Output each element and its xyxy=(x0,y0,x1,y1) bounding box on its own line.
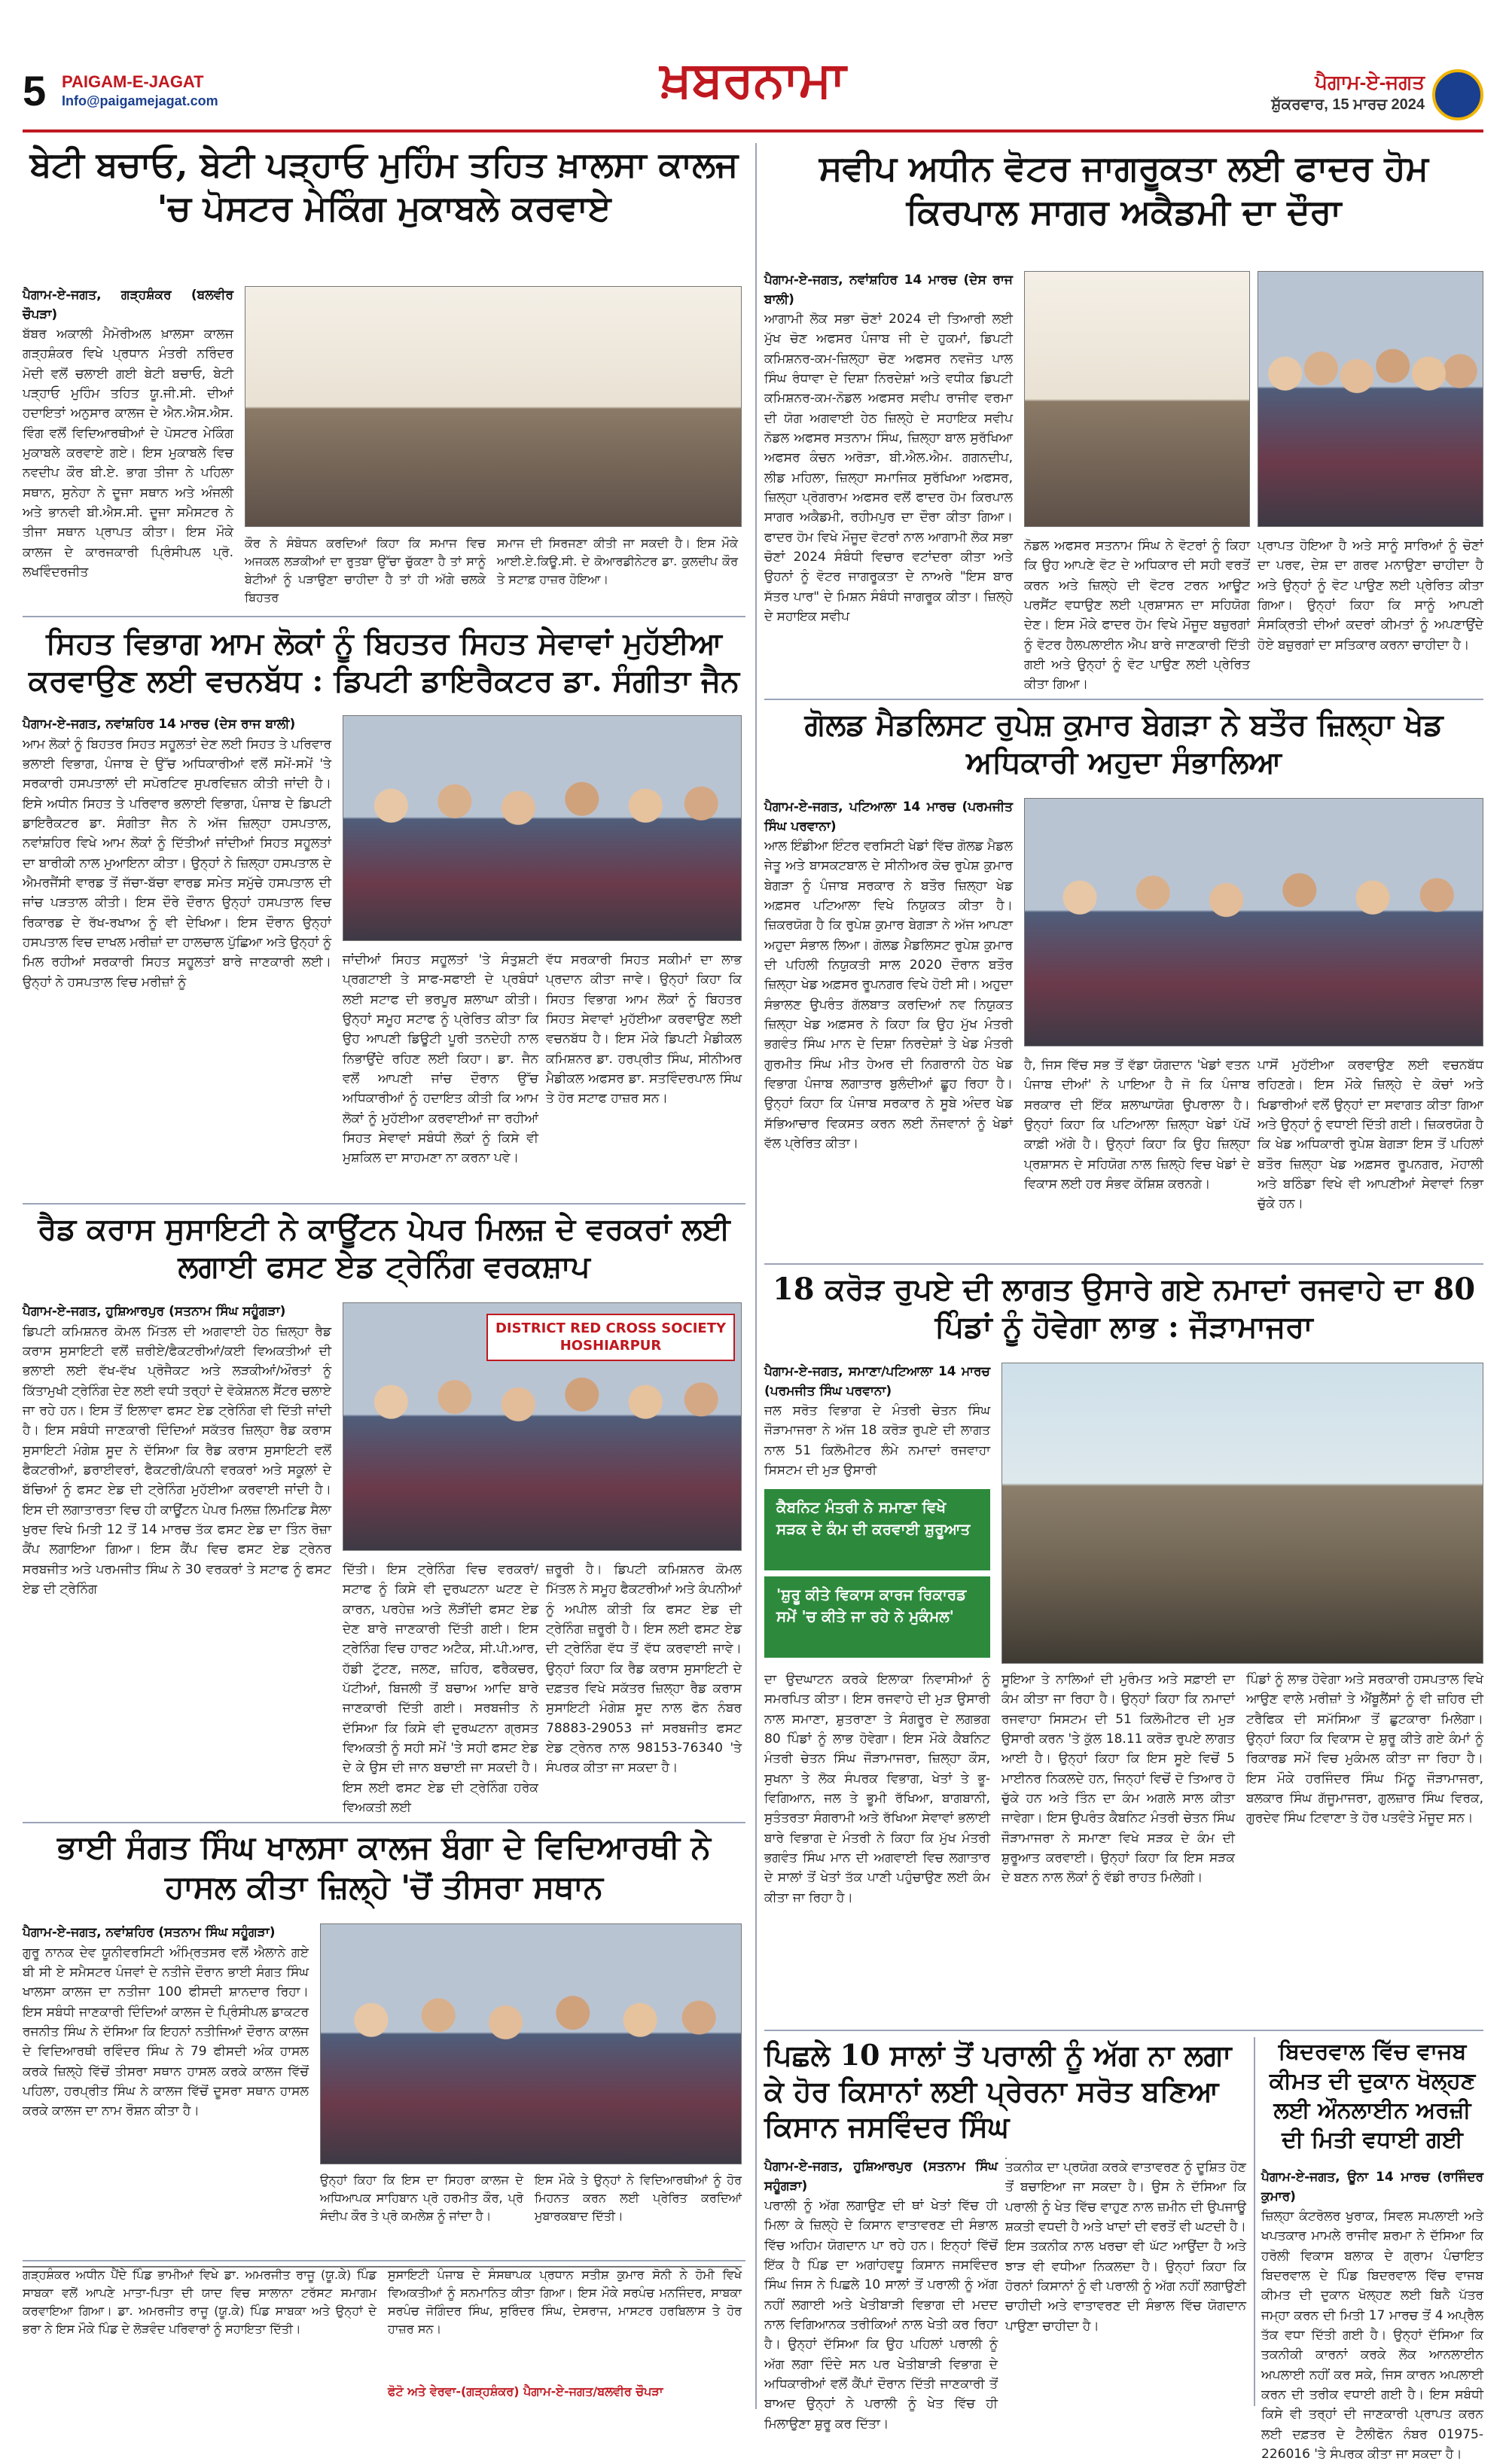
highlight-quote: 'ਸ਼ੁਰੂ ਕੀਤੇ ਵਿਕਾਸ ਕਾਰਜ ਰਿਕਾਰਡ ਸਮੇਂ 'ਚ ਕੀਤੇ ਜਾ ਰਹੇ ਨੇ ਮੁਕੰਮਲ' xyxy=(764,1576,990,1658)
byline: ਪੈਗਾਮ-ਏ-ਜਗਤ, ਨਵਾਂਸ਼ਹਿਰ (ਸਤਨਾਮ ਸਿੰਘ ਸਹੂੰਗੜਾ) xyxy=(23,1925,276,1940)
photo-caption: ਸੁਸਾਇਟੀ ਪੰਜਾਬ ਦੇ ਸੰਸਥਾਪਕ ਪ੍ਰਧਾਨ ਸਤੀਸ਼ ਕੁਮਾਰ ਸੋਨੀ ਨੇ ਹੋਮੀ ਵਿਖੇ ਵਿਅਕਤੀਆਂ ਨੂੰ ਸਨਮਾਨਿਤ ਕੀਤਾ ਗਿਆ। ਇਸ ਮੌਕੇ ਸਰਪੰਚ ਮਨਜਿੰਦਰ, ਸਾਬਕਾ ਸਰਪੰਚ ਜੋਗਿੰਦਰ ਸਿੰਘ, ਸੁਰਿੰਦਰ ਸਿੰਘ, ਦੇਸਰਾਜ, ਮਾਸਟਰ ਹਰਬਿਲਾਸ ਤੇ ਹੋਰ ਹਾਜ਼ਰ ਸਨ। xyxy=(388,2268,742,2336)
issue-date: ਸ਼ੁੱਕਰਵਾਰ, 15 ਮਾਰਚ 2024 xyxy=(1271,96,1425,113)
article-body-2: ਦਾ ਉਦਘਾਟਨ ਕਰਕੇ ਇਲਾਕਾ ਨਿਵਾਸੀਆਂ ਨੂੰ ਸਮਰਪਿਤ ਕੀਤਾ। ਇਸ ਰਜਵਾਹੇ ਦੀ ਮੁੜ ਉਸਾਰੀ ਨਾਲ ਸਮਾਣਾ, ਸ਼ੁਤਰਾਣਾ ਤੇ ਸੰਗਰੂਰ ਦੇ ਲਗਭਗ 80 ਪਿੰਡਾਂ ਨੂੰ ਲਾਭ ਹੋਵੇਗਾ। ਇਸ ਮੌਕੇ ਕੈਬਨਿਟ ਮੰਤਰੀ ਚੇਤਨ ਸਿੰਘ ਜੌੜਾਮਾਜਰਾ, ਜ਼ਿਲ੍ਹਾ ਕੌਸ, ਸੁਖਨਾ ਤੇ ਲੋਕ ਸੰਪਰਕ ਵਿਭਾਗ, ਖੇਤਾਂ ਤੇ ਭੂ-ਵਿਗਿਆਨ, ਜਲ ਤੇ ਭੂਮੀ ਰੱਖਿਆ, ਬਾਗਬਾਨੀ, ਸੁਤੰਤਰਤਾ ਸੰਗਰਾਮੀ ਅਤੇ ਰੱਖਿਆ ਸੇਵਾਵਾਂ ਭਲਾਈ ਬਾਰੇ ਵਿਭਾਗ ਦੇ ਮੰਤਰੀ ਨੇ ਕਿਹਾ ਕਿ ਮੁੱਖ ਮੰਤਰੀ ਭਗਵੰਤ ਸਿੰਘ ਮਾਨ ਦੀ ਅਗਵਾਈ ਵਿਚ ਲਗਾਤਾਰ ਦੇ ਸਾਲਾਂ ਤੋਂ ਖੇਤਾਂ ਤੱਕ ਪਾਣੀ ਪਹੁੰਚਾਉਣ ਲਈ ਕੰਮ ਕੀਤਾ ਜਾ ਰਿਹਾ ਹੈ। xyxy=(764,1672,990,1905)
banner-sign: DISTRICT RED CROSS SOCIETY HOSHIARPUR xyxy=(486,1314,735,1361)
byline: ਪੈਗਾਮ-ਏ-ਜਗਤ, ਹੁਸ਼ਿਆਰਪੁਰ (ਸਤਨਾਮ ਸਿੰਘ ਸਹੂੰਗੜਾ) xyxy=(764,2159,998,2194)
headline: ਗੋਲਡ ਮੈਡਲਿਸਟ ਰੁਪੇਸ਼ ਕੁਮਾਰ ਬੇਗੜਾ ਨੇ ਬਤੌਰ ਜ਼ਿਲ੍ਹਾ ਖੇਡ ਅਧਿਕਾਰੀ ਅਹੁਦਾ ਸੰਭਾਲਿਆ xyxy=(804,707,1444,780)
byline: ਪੈਗਾਮ-ਏ-ਜਗਤ, ਨਵਾਂਸ਼ਹਿਰ 14 ਮਾਰਚ (ਦੇਸ ਰਾਜ ਬਾਲੀ) xyxy=(764,273,1013,307)
article-body-col2: ਹੈ, ਜਿਸ ਵਿੱਚ ਸਭ ਤੋਂ ਵੱਡਾ ਯੋਗਦਾਨ 'ਖੇਡਾਂ ਵਤਨ ਪੰਜਾਬ ਦੀਆਂ' ਨੇ ਪਾਇਆ ਹੈ ਜੋ ਕਿ ਪੰਜਾਬ ਸਰਕਾਰ ਦੀ ਇੱਕ ਸ਼ਲਾਘਾਯੋਗ ਉਪਰਾਲਾ ਹੈ। ਉਨ੍ਹਾਂ ਕਿਹਾ ਕਿ ਪਟਿਆਲਾ ਜ਼ਿਲ੍ਹਾ ਖੇਡਾਂ ਪੱਖੋਂ ਕਾਫ਼ੀ ਅੱਗੇ ਹੈ। ਉਨ੍ਹਾਂ ਕਿਹਾ ਕਿ ਉਹ ਜ਼ਿਲ੍ਹਾ ਪ੍ਰਸ਼ਾਸਨ ਦੇ ਸਹਿਯੋਗ ਨਾਲ ਜ਼ਿਲ੍ਹੇ ਵਿਚ ਖੇਡਾਂ ਦੇ ਵਿਕਾਸ ਲਈ ਹਰ ਸੰਭਵ ਕੋਸ਼ਿਸ਼ ਕਰਨਗੇ। xyxy=(1024,1058,1250,1192)
body-text: ਪਰਾਲੀ ਨੂੰ ਅੱਗ ਲਗਾਉਣ ਦੀ ਥਾਂ ਖੇਤਾਂ ਵਿੱਚ ਹੀ ਮਿਲਾ ਕੇ ਜ਼ਿਲ੍ਹੇ ਦੇ ਕਿਸਾਨ ਵਾਤਾਵਰਣ ਦੀ ਸੰਭਾਲ ਵਿੱਚ ਅਹਿਮ ਯੋਗਦਾਨ ਪਾ ਰਹੇ ਹਨ। ਇਨ੍ਹਾਂ ਵਿੱਚੋਂ ਇੱਕ ਹੈ ਪਿੰਡ ਦਾ ਅਗਾਂਹਵਧੂ ਕਿਸਾਨ ਜਸਵਿੰਦਰ ਸਿੰਘ ਜਿਸ ਨੇ ਪਿਛਲੇ 10 ਸਾਲਾਂ ਤੋਂ ਪਰਾਲੀ ਨੂੰ ਅੱਗ ਨਹੀਂ ਲਗਾਈ ਅਤੇ ਖੇਤੀਬਾੜੀ ਵਿਭਾਗ ਦੀ ਮਦਦ ਨਾਲ ਵਿਗਿਆਨਕ ਤਰੀਕਿਆਂ ਨਾਲ ਖੇਤੀ ਕਰ ਰਿਹਾ ਹੈ। ਉਨ੍ਹਾਂ ਦੱਸਿਆ ਕਿ ਉਹ ਪਹਿਲਾਂ ਪਰਾਲੀ ਨੂੰ ਅੱਗ ਲਗਾ ਦਿੰਦੇ ਸਨ ਪਰ ਖੇਤੀਬਾੜੀ ਵਿਭਾਗ ਦੇ ਅਧਿਕਾਰੀਆਂ ਵਲੋਂ ਕੈਂਪਾਂ ਦੌਰਾਨ ਦਿੱਤੀ ਜਾਣਕਾਰੀ ਤੋਂ ਬਾਅਦ ਉਨ੍ਹਾਂ ਨੇ ਪਰਾਲੀ ਨੂੰ ਖੇਤ ਵਿੱਚ ਹੀ ਮਿਲਾਉਣਾ ਸ਼ੁਰੂ ਕਰ ਦਿੱਤਾ। xyxy=(764,2198,998,2432)
headline: ਸਿਹਤ ਵਿਭਾਗ ਆਮ ਲੋਕਾਂ ਨੂੰ ਬਿਹਤਰ ਸਿਹਤ ਸੇਵਾਵਾਂ ਮੁਹੱਈਆ ਕਰਵਾਉਣ ਲਈ ਵਚਨਬੱਧ : ਡਿਪਟੀ ਡਾਇਰੈਕਟਰ ਡਾ. ਸੰਗੀਤਾ ਜੈਨ xyxy=(28,626,740,699)
article-body xyxy=(1261,2168,1483,2462)
article-body-col3: ਪਾਸੋਂ ਮੁਹੱਈਆ ਕਰਵਾਉਣ ਲਈ ਵਚਨਬੱਧ ਰਹਿਣਗੇ। ਇਸ ਮੌਕੇ ਜ਼ਿਲ੍ਹੇ ਦੇ ਕੋਚਾਂ ਅਤੇ ਖਿਡਾਰੀਆਂ ਵਲੋਂ ਉਨ੍ਹਾਂ ਦਾ ਸਵਾਗਤ ਕੀਤਾ ਗਿਆ ਅਤੇ ਉਨ੍ਹਾਂ ਨੂੰ ਵਧਾਈ ਦਿੱਤੀ ਗਈ। ਜ਼ਿਕਰਯੋਗ ਹੈ ਕਿ ਖੇਡ ਅਧਿਕਾਰੀ ਰੁਪੇਸ਼ ਬੇਗੜਾ ਇਸ ਤੋਂ ਪਹਿਲਾਂ ਬਤੌਰ ਜ਼ਿਲ੍ਹਾ ਖੇਡ ਅਫ਼ਸਰ ਰੂਪਨਗਰ, ਮੋਹਾਲੀ ਅਤੇ ਬਠਿੰਡਾ ਵਿਖੇ ਵੀ ਆਪਣੀਆਂ ਸੇਵਾਵਾਂ ਨਿਭਾ ਚੁੱਕੇ ਹਨ। xyxy=(1258,1058,1483,1212)
body-text: ਗੁਰੂ ਨਾਨਕ ਦੇਵ ਯੂਨੀਵਰਸਿਟੀ ਅੰਮ੍ਰਿਤਸਰ ਵਲੋਂ ਐਲਾਨੇ ਗਏ ਬੀ ਸੀ ਏ ਸਮੈਸਟਰ ਪੰਜਵਾਂ ਦੇ ਨਤੀਜੇ ਦੌਰਾਨ ਭਾਈ ਸੰਗਤ ਸਿੰਘ ਖਾਲਸਾ ਕਾਲਜ ਦਾ ਨਤੀਜਾ 100 ਫੀਸਦੀ ਸ਼ਾਨਦਾਰ ਰਿਹਾ। ਇਸ ਸਬੰਧੀ ਜਾਣਕਾਰੀ ਦਿੰਦਿਆਂ ਕਾਲਜ ਦੇ ਪ੍ਰਿੰਸੀਪਲ ਡਾਕਟਰ ਰਜਨੀਤ ਸਿੰਘ ਨੇ ਦੱਸਿਆ ਕਿ ਇਹਨਾਂ ਨਤੀਜਿਆਂ ਦੌਰਾਨ ਕਾਲਜ ਦੇ ਵਿਦਿਆਰਥੀ ਰਵਿੰਦਰ ਸਿੰਘ ਨੇ 79 ਫੀਸਦੀ ਅੰਕ ਹਾਸਲ ਕਰਕੇ ਜ਼ਿਲ੍ਹੇ ਵਿੱਚੋਂ ਤੀਸਰਾ ਸਥਾਨ ਹਾਸਲ ਕਰਕੇ ਕਾਲਜ ਵਿੱਚੋਂ ਪਹਿਲਾ, ਹਰਪ੍ਰੀਤ ਸਿੰਘ ਨੇ ਕਾਲਜ ਵਿੱਚੋਂ ਦੂਸਰਾ ਸਥਾਨ ਹਾਸਲ ਕਰਕੇ ਕਾਲਜ ਦਾ ਨਾਮ ਰੌਸ਼ਨ ਕੀਤਾ ਹੈ। xyxy=(23,1945,309,2119)
article-body xyxy=(764,798,1013,1257)
photo-credit: ਫੋਟੋ ਅਤੇ ਵੇਰਵਾ-(ਗੜ੍ਹਸ਼ੰਕਰ) ਪੈਗਾਮ-ਏ-ਜਗਤ/ਬਲਵੀਰ ਚੌਪੜਾ xyxy=(388,2384,663,2399)
column-divider xyxy=(1254,2037,1255,2406)
body-text: ਜਲ ਸਰੋਤ ਵਿਭਾਗ ਦੇ ਮੰਤਰੀ ਚੇਤਨ ਸਿੰਘ ਜੌੜਾਮਾਜਰਾ ਨੇ ਅੱਜ 18 ਕਰੋੜ ਰੁਪਏ ਦੀ ਲਾਗਤ ਨਾਲ 51 ਕਿਲੋਮੀਟਰ ਲੰਮੇ ਨਮਾਦਾਂ ਰਜਵਾਹਾ ਸਿਸਟਮ ਦੀ ਮੁੜ ਉਸਾਰੀ xyxy=(764,1403,990,1479)
divider xyxy=(23,2260,745,2261)
body-text: ਆਮ ਲੋਕਾਂ ਨੂੰ ਬਿਹਤਰ ਸਿਹਤ ਸਹੂਲਤਾਂ ਦੇਣ ਲਈ ਸਿਹਤ ਤੇ ਪਰਿਵਾਰ ਭਲਾਈ ਵਿਭਾਗ, ਪੰਜਾਬ ਦੇ ਉੱਚ ਅਧਿਕਾਰੀਆਂ ਵਲੋਂ ਸਮੇਂ-ਸਮੇਂ 'ਤੇ ਸਰਕਾਰੀ ਹਸਪਤਾਲਾਂ ਦੀ ਸਪੋਰਟਿਵ ਸੁਪਰਵਿਜ਼ਨ ਕੀਤੀ ਜਾਂਦੀ ਹੈ। ਇਸੇ ਅਧੀਨ ਸਿਹਤ ਤੇ ਪਰਿਵਾਰ ਭਲਾਈ ਵਿਭਾਗ, ਪੰਜਾਬ ਦੇ ਡਿਪਟੀ ਡਾਇਰੈਕਟਰ ਡਾ. ਸੰਗੀਤਾ ਜੈਨ ਨੇ ਅੱਜ ਜ਼ਿਲ੍ਹਾ ਹਸਪਤਾਲ, ਨਵਾਂਸ਼ਹਿਰ ਵਿਖੇ ਆਮ ਲੋਕਾਂ ਨੂੰ ਦਿੱਤੀਆਂ ਜਾਂਦੀਆਂ ਸਿਹਤ ਸਹੂਲਤਾਂ ਦਾ ਬਾਰੀਕੀ ਨਾਲ ਮੁਆਇਨਾ ਕੀਤਾ। ਉਨ੍ਹਾਂ ਨੇ ਜ਼ਿਲ੍ਹਾ ਹਸਪਤਾਲ ਦੇ ਐਮਰਜੈਂਸੀ ਵਾਰਡ ਤੋਂ ਜੱਚਾ-ਬੱਚਾ ਵਾਰਡ ਸਮੇਤ ਸਮੁੱਚੇ ਹਸਪਤਾਲ ਦੀ ਜਾਂਚ ਪੜਤਾਲ ਕੀਤੀ। ਇਸ ਦੌਰੇ ਦੌਰਾਨ ਉਨ੍ਹਾਂ ਹਸਪਤਾਲ ਵਿਚ ਰਿਕਾਰਡ ਦੇ ਰੱਖ-ਰਖਾਅ ਨੂੰ ਵੀ ਦੇਖਿਆ। ਇਸ ਦੌਰਾਨ ਉਨ੍ਹਾਂ ਹਸਪਤਾਲ ਵਿਚ ਦਾਖਲ ਮਰੀਜ਼ਾਂ ਦਾ ਹਾਲਚਾਲ ਪੁੱਛਿਆ ਅਤੇ ਉਨ੍ਹਾਂ ਨੂੰ ਮਿਲ ਰਹੀਆਂ ਸਰਕਾਰੀ ਸਿਹਤ ਸਹੂਲਤਾਂ ਬਾਰੇ ਜਾਣਕਾਰੀ ਲਈ। ਉਨ੍ਹਾਂ ਨੇ ਹਸਪਤਾਲ ਵਿਚ ਮਰੀਜ਼ਾਂ ਨੂੰ xyxy=(23,736,331,990)
byline: ਪੈਗਾਮ-ਏ-ਜਗਤ, ਨਵਾਂਸ਼ਹਿਰ 14 ਮਾਰਚ (ਦੇਸ ਰਾਜ ਬਾਲੀ) xyxy=(23,717,296,732)
newspaper-logo-icon xyxy=(1432,69,1483,120)
article-body-col2: ਨੋਡਲ ਅਫਸਰ ਸਤਨਾਮ ਸਿੰਘ ਨੇ ਵੋਟਰਾਂ ਨੂੰ ਕਿਹਾ ਕਿ ਉਹ ਆਪਣੇ ਵੋਟ ਦੇ ਅਧਿਕਾਰ ਦੀ ਸਹੀ ਵਰਤੋਂ ਕਰਨ ਅਤੇ ਜ਼ਿਲ੍ਹੇ ਦੀ ਵੋਟਰ ਟਰਨ ਆਊਟ ਪਰਸੈਂਟ ਵਧਾਉਣ ਲਈ ਪ੍ਰਸ਼ਾਸਨ ਦਾ ਸਹਿਯੋਗ ਦੇਣ। ਇਸ ਮੌਕੇ ਫਾਦਰ ਹੋਮ ਵਿਖੇ ਮੌਜੂਦ ਬਜ਼ੁਰਗਾਂ ਨੂੰ ਵੋਟਰ ਹੈਲਪਲਾਈਨ ਐਪ ਬਾਰੇ ਜਾਣਕਾਰੀ ਦਿੱਤੀ ਗਈ ਅਤੇ ਉਨ੍ਹਾਂ ਨੂੰ ਵੋਟ ਪਾਉਣ ਲਈ ਪ੍ਰੇਰਿਤ ਕੀਤਾ ਗਿਆ। xyxy=(1024,538,1250,693)
divider xyxy=(764,1263,1483,1265)
photo-caption: ਕੌਰ ਨੇ ਸੰਬੋਧਨ ਕਰਦਿਆਂ ਕਿਹਾ ਕਿ ਸਮਾਜ ਵਿਚ ਅਜਕਲ ਲੜਕੀਆਂ ਦਾ ਰੁਤਬਾ ਉੱਚਾ ਚੁੱਕਣਾ ਹੈ ਤਾਂ ਸਾਨੂੰ ਬੇਟੀਆਂ ਨੂੰ ਪੜਾਉਣਾ ਚਾਹੀਦਾ ਹੈ ਤਾਂ ਹੀ ਅੱਗੇ ਚਲਕੇ ਬਿਹਤਰ xyxy=(245,536,486,605)
poster-making-photo xyxy=(245,286,742,527)
byline: ਪੈਗਾਮ-ਏ-ਜਗਤ, ਪਟਿਆਲਾ 14 ਮਾਰਚ (ਪਰਮਜੀਤ ਸਿੰਘ ਪਰਵਾਨਾ) xyxy=(764,800,1013,834)
article-body-col2: ਦਿੱਤੀ। ਇਸ ਟ੍ਰੇਨਿੰਗ ਵਿਚ ਵਰਕਰਾਂ/ਸਟਾਫ ਨੂੰ ਕਿਸੇ ਵੀ ਦੁਰਘਟਨਾ ਘਟਣ ਦੇ ਕਾਰਨ, ਪਰਹੇਜ਼ ਅਤੇ ਲੋੜੀਂਦੀ ਫਸਟ ਏਡ ਦੇਣ ਬਾਰੇ ਜਾਣਕਾਰੀ ਦਿੱਤੀ ਗਈ। ਇਸ ਟ੍ਰੇਨਿੰਗ ਵਿਚ ਹਾਰਟ ਅਟੈਕ, ਸੀ.ਪੀ.ਆਰ, ਹੱਡੀ ਟੁੱਟਣ, ਜਲਣ, ਜ਼ਹਿਰ, ਫਰੈਕਚਰ, ਪੱਟੀਆਂ, ਬਿਜਲੀ ਤੋਂ ਬਚਾਅ ਆਦਿ ਬਾਰੇ ਜਾਣਕਾਰੀ ਦਿੱਤੀ ਗਈ। ਸਰਬਜੀਤ ਨੇ ਦੱਸਿਆ ਕਿ ਕਿਸੇ ਵੀ ਦੁਰਘਟਨਾ ਗ੍ਰਸਤ ਵਿਅਕਤੀ ਨੂੰ ਸਹੀ ਸਮੇਂ 'ਤੇ ਸਹੀ ਫਸਟ ਏਡ ਦੇ ਕੇ ਉਸ ਦੀ ਜਾਨ ਬਚਾਈ ਜਾ ਸਕਦੀ ਹੈ। ਇਸ ਲਈ ਫਸਟ ਏਡ ਦੀ ਟ੍ਰੇਨਿੰਗ ਹਰੇਕ ਵਿਅਕਤੀ ਲਈ xyxy=(343,1562,538,1816)
article-body xyxy=(764,271,1013,693)
email-link[interactable]: Info@paigamejagat.com xyxy=(62,93,218,108)
divider xyxy=(764,2030,1483,2031)
body-text: ਬੱਬਰ ਅਕਾਲੀ ਮੈਮੋਰੀਅਲ ਖ਼ਾਲਸਾ ਕਾਲਜ ਗੜ੍ਹਸ਼ੰਕਰ ਵਿਖੇ ਪ੍ਰਧਾਨ ਮੰਤਰੀ ਨਰਿੰਦਰ ਮੋਦੀ ਵਲੋਂ ਚਲਾਈ ਗਈ ਬੇਟੀ ਬਚਾਓ, ਬੇਟੀ ਪੜ੍ਹਾਓ ਮੁਹਿੰਮ ਤਹਿਤ ਯੂ.ਜੀ.ਸੀ. ਦੀਆਂ ਹਦਾਇਤਾਂ ਅਨੁਸਾਰ ਕਾਲਜ ਦੇ ਐਨ.ਐਸ.ਐਸ. ਵਿੰਗ ਵਲੋਂ ਵਿਦਿਆਰਥੀਆਂ ਦੇ ਪੋਸਟਰ ਮੇਕਿੰਗ ਮੁਕਾਬਲੇ ਕਰਵਾਏ ਗਏ। ਇਸ ਮੁਕਾਬਲੇ ਵਿਚ ਨਵਦੀਪ ਕੌਰ ਬੀ.ਏ. ਭਾਗ ਤੀਜਾ ਨੇ ਪਹਿਲਾ ਸਥਾਨ, ਸੁਨੇਹਾ ਨੇ ਦੂਜਾ ਸਥਾਨ ਅਤੇ ਅੰਜਲੀ ਅਤੇ ਭਾਨਵੀ ਬੀ.ਐਸ.ਸੀ. ਦੂਜਾ ਸਮੈਸਟਰ ਨੇ ਤੀਜਾ ਸਥਾਨ ਪ੍ਰਾਪਤ ਕੀਤਾ। ਇਸ ਮੌਕੇ ਕਾਲਜ ਦੇ ਕਾਰਜਕਾਰੀ ਪ੍ਰਿੰਸੀਪਲ ਪ੍ਰੋ. ਲਖਵਿੰਦਰਜੀਤ xyxy=(23,327,233,580)
article-body xyxy=(23,715,331,1197)
father-home-visit-photo xyxy=(1024,271,1250,527)
brand-name-left: PAIGAM-E-JAGAT xyxy=(62,72,204,91)
headline: ਭਾਈ ਸੰਗਤ ਸਿੰਘ ਖਾਲਸਾ ਕਾਲਜ ਬੰਗਾ ਦੇ ਵਿਦਿਆਰਥੀ ਨੇ ਹਾਸਲ ਕੀਤਾ ਜ਼ਿਲ੍ਹੇ 'ਚੋਂ ਤੀਸਰਾ ਸਥਾਨ xyxy=(57,1829,711,1905)
divider xyxy=(23,1822,745,1823)
headline: ਬਿਦਰਵਾਲ ਵਿੱਚ ਵਾਜਬ ਕੀਮਤ ਦੀ ਦੁਕਾਨ ਖੋਲ੍ਹਣ ਲਈ ਔਨਲਾਈਨ ਅਰਜ਼ੀ ਦੀ ਮਿਤੀ ਵਧਾਈ ਗਈ xyxy=(1269,2039,1476,2153)
headline: ਸਵੀਪ ਅਧੀਨ ਵੋਟਰ ਜਾਗਰੂਕਤਾ ਲਈ ਫਾਦਰ ਹੋਮ ਕਿਰਪਾਲ ਸਾਗਰ ਅਕੈਡਮੀ ਦਾ ਦੌਰਾ xyxy=(819,148,1429,232)
column-divider xyxy=(755,143,757,2409)
body-text: ਆਲ ਇੰਡੀਆ ਇੰਟਰ ਵਰਸਿਟੀ ਖੇਡਾਂ ਵਿੱਚ ਗੋਲਡ ਮੈਡਲ ਜੇਤੂ ਅਤੇ ਬਾਸਕਟਬਾਲ ਦੇ ਸੀਨੀਅਰ ਕੋਚ ਰੁਪੇਸ਼ ਕੁਮਾਰ ਬੇਗੜਾ ਨੂੰ ਪੰਜਾਬ ਸਰਕਾਰ ਨੇ ਬਤੌਰ ਜ਼ਿਲ੍ਹਾ ਖੇਡ ਅਫ਼ਸਰ ਪਟਿਆਲਾ ਵਿਖੇ ਨਿਯੁਕਤ ਕੀਤਾ ਹੈ। ਜ਼ਿਕਰਯੋਗ ਹੈ ਕਿ ਰੁਪੇਸ਼ ਕੁਮਾਰ ਬੇਗੜਾ ਨੇ ਅੱਜ ਆਪਣਾ ਅਹੁਦਾ ਸੰਭਾਲ ਲਿਆ। ਗੋਲਡ ਮੈਡਲਿਸਟ ਰੁਪੇਸ਼ ਕੁਮਾਰ ਦੀ ਪਹਿਲੀ ਨਿਯੁਕਤੀ ਸਾਲ 2020 ਦੌਰਾਨ ਬਤੌਰ ਜ਼ਿਲ੍ਹਾ ਖੇਡ ਅਫ਼ਸਰ ਰੂਪਨਗਰ ਵਿਖੇ ਹੋਈ ਸੀ। ਅਹੁਦਾ ਸੰਭਾਲਣ ਉਪਰੰਤ ਗੱਲਬਾਤ ਕਰਦਿਆਂ ਨਵ ਨਿਯੁਕਤ ਜ਼ਿਲ੍ਹਾ ਖੇਡ ਅਫ਼ਸਰ ਨੇ ਕਿਹਾ ਕਿ ਉਹ ਮੁੱਖ ਮੰਤਰੀ ਭਗਵੰਤ ਸਿੰਘ ਮਾਨ ਦੇ ਦਿਸ਼ਾ ਨਿਰਦੇਸ਼ਾਂ ਤੇ ਖੇਡ ਮੰਤਰੀ ਗੁਰਮੀਤ ਸਿੰਘ ਮੀਤ ਹੇਅਰ ਦੀ ਨਿਗਰਾਨੀ ਹੇਠ ਖੇਡ ਵਿਭਾਗ ਪੰਜਾਬ ਲਗਾਤਾਰ ਬੁਲੰਦੀਆਂ ਛੂਹ ਰਿਹਾ ਹੈ। ਉਨ੍ਹਾਂ ਕਿਹਾ ਕਿ ਪੰਜਾਬ ਸਰਕਾਰ ਨੇ ਸੂਬੇ ਅੰਦਰ ਖੇਡ ਸੱਭਿਆਚਾਰ ਵਿਕਸਤ ਕਰਨ ਲਈ ਨੌਜਵਾਨਾਂ ਨੂੰ ਖੇਡਾਂ ਵੱਲ ਪ੍ਰੇਰਿਤ ਕੀਤਾ। xyxy=(764,839,1013,1152)
officer-welcome-photo xyxy=(1024,798,1483,1046)
byline: ਪੈਗਾਮ-ਏ-ਜਗਤ, ਸਮਾਣਾ/ਪਟਿਆਲਾ 14 ਮਾਰਚ (ਪਰਮਜੀਤ ਸਿੰਘ ਪਰਵਾਨਾ) xyxy=(764,1364,990,1399)
article-body-col2: ਸੂਇਆ ਤੇ ਨਾਲਿਆਂ ਦੀ ਮੁਰੰਮਤ ਅਤੇ ਸਫ਼ਾਈ ਦਾ ਕੰਮ ਕੀਤਾ ਜਾ ਰਿਹਾ ਹੈ। ਉਨ੍ਹਾਂ ਕਿਹਾ ਕਿ ਨਮਾਦਾਂ ਰਜਵਾਹਾ ਸਿਸਟਮ ਦੀ 51 ਕਿਲੋਮੀਟਰ ਦੀ ਮੁੜ ਉਸਾਰੀ ਕਰਨ 'ਤੇ ਕੁੱਲ 18.11 ਕਰੋੜ ਰੁਪਏ ਲਾਗਤ ਆਈ ਹੈ। ਉਨ੍ਹਾਂ ਕਿਹਾ ਕਿ ਇਸ ਸੂਏ ਵਿਚੋਂ 5 ਮਾਈਨਰ ਨਿਕਲਦੇ ਹਨ, ਜਿਨ੍ਹਾਂ ਵਿਚੋਂ ਦੋ ਤਿਆਰ ਹੋ ਚੁੱਕੇ ਹਨ ਅਤੇ ਤਿੰਨ ਦਾ ਕੰਮ ਅਗਲੇ ਸਾਲ ਕੀਤਾ ਜਾਵੇਗਾ। ਇਸ ਉਪਰੰਤ ਕੈਬਨਿਟ ਮੰਤਰੀ ਚੇਤਨ ਸਿੰਘ ਜੌੜਾਮਾਜਰਾ ਨੇ ਸਮਾਣਾ ਵਿਖੇ ਸੜਕ ਦੇ ਕੰਮ ਦੀ ਸ਼ੁਰੂਆਤ ਕਰਵਾਈ। ਉਨ੍ਹਾਂ ਕਿਹਾ ਕਿ ਇਸ ਸੜਕ ਦੇ ਬਣਨ ਨਾਲ ਲੋਕਾਂ ਨੂੰ ਵੱਡੀ ਰਾਹਤ ਮਿਲੇਗੀ। xyxy=(1001,1672,1235,1886)
photo-caption: ਉਨ੍ਹਾਂ ਕਿਹਾ ਕਿ ਇਸ ਦਾ ਸਿਹਰਾ ਕਾਲਜ ਦੇ ਅਧਿਆਪਕ ਸਾਹਿਬਾਨ ਪ੍ਰੋ ਹਰਮੀਤ ਕੌਰ, ਪ੍ਰੋ ਸੰਦੀਪ ਕੌਰ ਤੇ ਪ੍ਰੋ ਕਮਲੇਸ਼ ਨੂੰ ਜਾਂਦਾ ਹੈ। xyxy=(320,2173,523,2223)
headline: 18 ਕਰੋੜ ਰੁਪਏ ਦੀ ਲਾਗਤ ਉਸਾਰੇ ਗਏ ਨਮਾਦਾਂ ਰਜਵਾਹੇ ਦਾ 80 ਪਿੰਡਾਂ ਨੂੰ ਹੋਵੇਗਾ ਲਾਭ : ਜੌੜਾਮਾਜਰਾ xyxy=(772,1272,1476,1345)
canal-inauguration-photo xyxy=(1001,1363,1483,1664)
body-text: ਜ਼ਿਲ੍ਹਾ ਕੰਟਰੋਲਰ ਖੁਰਾਕ, ਸਿਵਲ ਸਪਲਾਈ ਅਤੇ ਖਪਤਕਾਰ ਮਾਮਲੇ ਰਾਜੀਵ ਸ਼ਰਮਾ ਨੇ ਦੱਸਿਆ ਕਿ ਹਰੋਲੀ ਵਿਕਾਸ ਬਲਾਕ ਦੇ ਗ੍ਰਾਮ ਪੰਚਾਇਤ ਬਿਦਰਵਾਲ ਦੇ ਪਿੰਡ ਬਿਦਰਵਾਲ ਵਿੱਚ ਵਾਜਬ ਕੀਮਤ ਦੀ ਦੁਕਾਨ ਖੋਲ੍ਹਣ ਲਈ ਬਿਨੈ ਪੱਤਰ ਜਮ੍ਹਾ ਕਰਨ ਦੀ ਮਿਤੀ 17 ਮਾਰਚ ਤੋਂ 4 ਅਪ੍ਰੈਲ ਤੱਕ ਵਧਾ ਦਿੱਤੀ ਗਈ ਹੈ। ਉਨ੍ਹਾਂ ਦੱਸਿਆ ਕਿ ਤਕਨੀਕੀ ਕਾਰਨਾਂ ਕਰਕੇ ਲੋਕ ਆਨਲਾਈਨ ਅਪਲਾਈ ਨਹੀਂ ਕਰ ਸਕੇ, ਜਿਸ ਕਾਰਨ ਅਪਲਾਈ ਕਰਨ ਦੀ ਤਰੀਕ ਵਧਾਈ ਗਈ ਹੈ। ਇਸ ਸਬੰਧੀ ਕਿਸੇ ਵੀ ਤਰ੍ਹਾਂ ਦੀ ਜਾਣਕਾਰੀ ਪ੍ਰਾਪਤ ਕਰਨ ਲਈ ਦਫ਼ਤਰ ਦੇ ਟੈਲੀਫੋਨ ਨੰਬਰ 01975-226016 'ਤੇ ਸੰਪਰਕ ਕੀਤਾ ਜਾ ਸਕਦਾ ਹੈ। xyxy=(1261,2209,1483,2462)
article-body xyxy=(23,1923,309,2255)
hospital-visit-photo xyxy=(343,715,742,941)
byline: ਪੈਗਾਮ-ਏ-ਜਗਤ, ਹੁਸ਼ਿਆਰਪੁਰ (ਸਤਨਾਮ ਸਿੰਘ ਸਹੂੰਗੜਾ) xyxy=(23,1304,286,1319)
voter-awareness-photo xyxy=(1258,271,1483,527)
byline: ਪੈਗਾਮ-ਏ-ਜਗਤ, ਗੜ੍ਹਸ਼ੰਕਰ (ਬਲਵੀਰ ਚੌਪੜਾ) xyxy=(23,288,233,322)
divider xyxy=(23,1203,745,1205)
divider xyxy=(764,699,1483,700)
first-aid-workshop-photo xyxy=(343,1302,742,1551)
header-divider xyxy=(23,129,1483,132)
page-number: 5 xyxy=(23,67,47,114)
highlight-quote: ਕੈਬਨਿਟ ਮੰਤਰੀ ਨੇ ਸਮਾਣਾ ਵਿਖੇ ਸੜਕ ਦੇ ਕੰਮ ਦੀ ਕਰਵਾਈ ਸ਼ੁਰੂਆਤ xyxy=(764,1489,990,1570)
divider xyxy=(23,616,745,617)
article-body-col3: ਵੱਧ ਸਰਕਾਰੀ ਸਿਹਤ ਸਕੀਮਾਂ ਦਾ ਲਾਭ ਪ੍ਰਦਾਨ ਕੀਤਾ ਜਾਵੇ। ਉਨ੍ਹਾਂ ਕਿਹਾ ਕਿ ਸਿਹਤ ਵਿਭਾਗ ਆਮ ਲੋਕਾਂ ਨੂੰ ਬਿਹਤਰ ਸਿਹਤ ਸੇਵਾਵਾਂ ਮੁਹੱਈਆ ਕਰਵਾਉਣ ਲਈ ਵਚਨਬੱਧ ਹੈ। ਇਸ ਮੌਕੇ ਡਿਪਟੀ ਮੈਡੀਕਲ ਕਮਿਸ਼ਨਰ ਡਾ. ਹਰਪ੍ਰੀਤ ਸਿੰਘ, ਸੀਨੀਅਰ ਮੈਡੀਕਲ ਅਫਸਰ ਡਾ. ਸਤਵਿੰਦਰਪਾਲ ਸਿੰਘ ਤੇ ਹੋਰ ਸਟਾਫ ਹਾਜ਼ਰ ਸਨ। xyxy=(546,952,742,1107)
article-body xyxy=(764,2158,998,2432)
article-body-col3: ਪ੍ਰਾਪਤ ਹੋਇਆ ਹੈ ਅਤੇ ਸਾਨੂੰ ਸਾਰਿਆਂ ਨੂੰ ਚੋਣਾਂ ਦਾ ਪਰਵ, ਦੇਸ਼ ਦਾ ਗਰਵ ਮਨਾਉਣਾ ਚਾਹੀਦਾ ਹੈ ਅਤੇ ਉਨ੍ਹਾਂ ਨੂੰ ਵੋਟ ਪਾਉਣ ਲਈ ਪ੍ਰੇਰਿਤ ਕੀਤਾ ਗਿਆ। ਉਨ੍ਹਾਂ ਕਿਹਾ ਕਿ ਸਾਨੂੰ ਆਪਣੀ ਸੰਸਕ੍ਰਿਤੀ ਦੀਆਂ ਕਦਰਾਂ ਕੀਮਤਾਂ ਨੂੰ ਅਪਣਾਉਂਦੇ ਹੋਏ ਬਜ਼ੁਰਗਾਂ ਦਾ ਸਤਿਕਾਰ ਕਰਨਾ ਚਾਹੀਦਾ ਹੈ। xyxy=(1258,538,1483,653)
article-body xyxy=(23,1302,331,1814)
article-body-col2: ਤਕਨੀਕ ਦਾ ਪ੍ਰਯੋਗ ਕਰਕੇ ਵਾਤਾਵਰਣ ਨੂੰ ਦੂਸ਼ਿਤ ਹੋਣ ਤੋਂ ਬਚਾਇਆ ਜਾ ਸਕਦਾ ਹੈ। ਉਸ ਨੇ ਦੱਸਿਆ ਕਿ ਪਰਾਲੀ ਨੂੰ ਖੇਤ ਵਿੱਚ ਵਾਹੁਣ ਨਾਲ ਜ਼ਮੀਨ ਦੀ ਉਪਜਾਊ ਸ਼ਕਤੀ ਵਧਦੀ ਹੈ ਅਤੇ ਖਾਦਾਂ ਦੀ ਵਰਤੋਂ ਵੀ ਘਟਦੀ ਹੈ। ਇਸ ਤਕਨੀਕ ਨਾਲ ਖਰਚਾ ਵੀ ਘੱਟ ਆਉਂਦਾ ਹੈ ਅਤੇ ਝਾੜ ਵੀ ਵਧੀਆ ਨਿਕਲਦਾ ਹੈ। ਉਨ੍ਹਾਂ ਕਿਹਾ ਕਿ ਹੋਰਨਾਂ ਕਿਸਾਨਾਂ ਨੂੰ ਵੀ ਪਰਾਲੀ ਨੂੰ ਅੱਗ ਨਹੀਂ ਲਗਾਉਣੀ ਚਾਹੀਦੀ ਅਤੇ ਵਾਤਾਵਰਣ ਦੀ ਸੰਭਾਲ ਵਿੱਚ ਯੋਗਦਾਨ ਪਾਉਣਾ ਚਾਹੀਦਾ ਹੈ। xyxy=(1005,2160,1246,2334)
article-body xyxy=(23,286,233,602)
photo-caption: ਸਮਾਜ ਦੀ ਸਿਰਜਣਾ ਕੀਤੀ ਜਾ ਸਕਦੀ ਹੈ। ਇਸ ਮੌਕੇ ਆਈ.ਏ.ਕਿਊ.ਸੀ. ਦੇ ਕੋਆਰਡੀਨੇਟਰ ਡਾ. ਕੁਲਦੀਪ ਕੌਰ ਤੇ ਸਟਾਫ਼ ਹਾਜ਼ਰ ਹੋਇਆ। xyxy=(497,536,738,586)
article-body-col3: ਜ਼ਰੂਰੀ ਹੈ। ਡਿਪਟੀ ਕਮਿਸ਼ਨਰ ਕੋਮਲ ਮਿੱਤਲ ਨੇ ਸਮੂਹ ਫੈਕਟਰੀਆਂ ਅਤੇ ਕੰਪਨੀਆਂ ਨੂੰ ਅਪੀਲ ਕੀਤੀ ਕਿ ਫਸਟ ਏਡ ਦੀ ਟ੍ਰੇਨਿੰਗ ਜ਼ਰੂਰੀ ਹੈ। ਇਸ ਲਈ ਫਸਟ ਏਡ ਦੀ ਟ੍ਰੇਨਿੰਗ ਵੱਧ ਤੋਂ ਵੱਧ ਕਰਵਾਈ ਜਾਵੇ। ਉਨ੍ਹਾਂ ਕਿਹਾ ਕਿ ਰੈਡ ਕਰਾਸ ਸੁਸਾਇਟੀ ਦੇ ਦਫ਼ਤਰ ਵਿਖੇ ਸਕੱਤਰ ਜ਼ਿਲ੍ਹਾ ਰੈਡ ਕਰਾਸ ਸੁਸਾਇਟੀ ਮੰਗੇਸ਼ ਸੂਦ ਨਾਲ ਫੋਨ ਨੰਬਰ 78883-29053 ਜਾਂ ਸਰਬਜੀਤ ਫਸਟ ਏਡ ਟ੍ਰੇਨਰ ਨਾਲ 98153-76340 'ਤੇ ਸੰਪਰਕ ਕੀਤਾ ਜਾ ਸਕਦਾ ਹੈ। xyxy=(546,1562,742,1776)
article-body-col2: ਜਾਂਦੀਆਂ ਸਿਹਤ ਸਹੂਲਤਾਂ 'ਤੇ ਸੰਤੁਸ਼ਟੀ ਪ੍ਰਗਟਾਈ ਤੇ ਸਾਫ-ਸਫਾਈ ਦੇ ਪ੍ਰਬੰਧਾਂ ਲਈ ਸਟਾਫ ਦੀ ਭਰਪੂਰ ਸ਼ਲਾਘਾ ਕੀਤੀ। ਉਨ੍ਹਾਂ ਸਮੂਹ ਸਟਾਫ ਨੂੰ ਪ੍ਰੇਰਿਤ ਕੀਤਾ ਕਿ ਉਹ ਆਪਣੀ ਡਿਊਟੀ ਪੂਰੀ ਤਨਦੇਹੀ ਨਾਲ ਨਿਭਾਉਂਦੇ ਰਹਿਣ ਲਈ ਕਿਹਾ। ਡਾ. ਜੈਨ ਵਲੋਂ ਆਪਣੀ ਜਾਂਚ ਦੌਰਾਨ ਉੱਚ ਅਧਿਕਾਰੀਆਂ ਨੂੰ ਹਦਾਇਤ ਕੀਤੀ ਕਿ ਆਮ ਲੋਕਾਂ ਨੂੰ ਮੁਹੱਈਆ ਕਰਵਾਈਆਂ ਜਾ ਰਹੀਆਂ ਸਿਹਤ ਸੇਵਾਵਾਂ ਸਬੰਧੀ ਲੋਕਾਂ ਨੂੰ ਕਿਸੇ ਵੀ ਮੁਸ਼ਕਿਲ ਦਾ ਸਾਹਮਣਾ ਨਾ ਕਰਨਾ ਪਵੇ। xyxy=(343,952,538,1166)
headline: ਰੈਡ ਕਰਾਸ ਸੁਸਾਇਟੀ ਨੇ ਕਾਊਂਟਨ ਪੇਪਰ ਮਿਲਜ਼ ਦੇ ਵਰਕਰਾਂ ਲਈ ਲਗਾਈ ਫਸਟ ਏਡ ਟ੍ਰੇਨਿੰਗ ਵਰਕਸ਼ਾਪ xyxy=(38,1211,730,1284)
body-text: ਡਿਪਟੀ ਕਮਿਸ਼ਨਰ ਕੋਮਲ ਮਿੱਤਲ ਦੀ ਅਗਵਾਈ ਹੇਠ ਜ਼ਿਲ੍ਹਾ ਰੈਡ ਕਰਾਸ ਸੁਸਾਇਟੀ ਵਲੋਂ ਜ਼ਰੀਏ/ਫੈਕਟਰੀਆਂ/ਕਈ ਵਿਅਕਤੀਆਂ ਦੀ ਭਲਾਈ ਲਈ ਵੱਖ-ਵੱਖ ਪ੍ਰੋਜੈਕਟ ਅਤੇ ਲੜਕੀਆਂ/ਔਰਤਾਂ ਨੂੰ ਕਿੱਤਾਮੁਖੀ ਟ੍ਰੇਨਿੰਗ ਦੇਣ ਲਈ ਵਧੀ ਤਰ੍ਹਾਂ ਦੇ ਵੋਕੇਸ਼ਨਲ ਸੈਂਟਰ ਚਲਾਏ ਜਾ ਰਹੇ ਹਨ। ਇਸ ਤੋਂ ਇਲਾਵਾ ਫਸਟ ਏਡ ਟ੍ਰੇਨਿੰਗ ਵੀ ਦਿੱਤੀ ਜਾਂਦੀ ਹੈ। ਇਸ ਸਬੰਧੀ ਜਾਣਕਾਰੀ ਦਿੰਦਿਆਂ ਸਕੱਤਰ ਜ਼ਿਲ੍ਹਾ ਰੈਡ ਕਰਾਸ ਸੁਸਾਇਟੀ ਮੰਗੇਸ਼ ਸੂਦ ਨੇ ਦੱਸਿਆ ਕਿ ਰੈਡ ਕਰਾਸ ਸੁਸਾਇਟੀ ਵਲੋਂ ਫੈਕਟਰੀਆਂ, ਡਰਾਈਵਰਾਂ, ਫੈਕਟਰੀ/ਕੰਪਨੀ ਵਰਕਰਾਂ ਅਤੇ ਸਕੂਲਾਂ ਦੇ ਬੱਚਿਆਂ ਨੂੰ ਫਸਟ ਏਡ ਦੀ ਟ੍ਰੇਨਿੰਗ ਮੁਹੱਈਆ ਕਰਵਾਈ ਜਾਂਦੀ ਹੈ। ਇਸ ਦੀ ਲਗਾਤਾਰਤਾ ਵਿਚ ਹੀ ਕਾਊਂਟਨ ਪੇਪਰ ਮਿਲਜ਼ ਲਿਮਟਿਡ ਸੈਲਾ ਖੁਰਦ ਵਿਖੇ ਮਿਤੀ 12 ਤੋਂ 14 ਮਾਰਚ ਤੱਕ ਫਸਟ ਏਡ ਦਾ ਤਿੰਨ ਰੋਜ਼ਾ ਕੈਂਪ ਲਗਾਇਆ ਗਿਆ। ਇਸ ਕੈਂਪ ਵਿਚ ਫਸਟ ਏਡ ਟ੍ਰੇਨਰ ਸਰਬਜੀਤ ਅਤੇ ਪਰਮਜੀਤ ਸਿੰਘ ਨੇ 30 ਵਰਕਰਾਂ ਤੇ ਸਟਾਫ ਨੂੰ ਫਸਟ ਏਡ ਦੀ ਟ੍ਰੇਨਿੰਗ xyxy=(23,1323,331,1597)
brand-name-right: ਪੈਗਾਮ-ਏ-ਜਗਤ xyxy=(1315,71,1425,93)
byline: ਪੈਗਾਮ-ਏ-ਜਗਤ, ਊਨਾ 14 ਮਾਰਚ (ਰਾਜਿੰਦਰ ਕੁਮਾਰ) xyxy=(1261,2170,1483,2204)
headline: ਬੇਟੀ ਬਚਾਓ, ਬੇਟੀ ਪੜ੍ਹਾਓ ਮੁਹਿੰਮ ਤਹਿਤ ਖ਼ਾਲਸਾ ਕਾਲਜ 'ਚ ਪੋਸਟਰ ਮੇਕਿੰਗ ਮੁਕਾਬਲੇ ਕਰਵਾਏ xyxy=(29,144,739,228)
students-award-photo xyxy=(320,1923,742,2164)
photo-caption: ਗੜ੍ਹਸ਼ੰਕਰ ਅਧੀਨ ਪੈਂਦੇ ਪਿੰਡ ਭਾਮੀਆਂ ਵਿਖੇ ਡਾ. ਅਮਰਜੀਤ ਰਾਜੂ (ਯੂ.ਕੇ) ਪਿੰਡ ਸਾਬਕਾ ਵਲੋਂ ਆਪਣੇ ਮਾਤਾ-ਪਿਤਾ ਦੀ ਯਾਦ ਵਿਚ ਸਾਲਾਨਾ ਟਰੱਸਟ ਸਮਾਗਮ ਕਰਵਾਇਆ ਗਿਆ। ਡਾ. ਅਮਰਜੀਤ ਰਾਜੂ (ਯੂ.ਕੇ) ਪਿੰਡ ਸਾਬਕਾ ਅਤੇ ਉਨ੍ਹਾਂ ਦੇ ਭਰਾ ਨੇ ਇਸ ਮੌਕੇ ਪਿੰਡ ਦੇ ਲੋੜਵੰਦ ਪਰਿਵਾਰਾਂ ਨੂੰ ਸਹਾਇਤਾ ਦਿੱਤੀ। xyxy=(23,2268,376,2336)
body-text: ਆਗਾਮੀ ਲੋਕ ਸਭਾ ਚੋਣਾਂ 2024 ਦੀ ਤਿਆਰੀ ਲਈ ਮੁੱਖ ਚੋਣ ਅਫਸਰ ਪੰਜਾਬ ਜੀ ਦੇ ਹੁਕਮਾਂ, ਡਿਪਟੀ ਕਮਿਸ਼ਨਰ-ਕਮ-ਜ਼ਿਲ੍ਹਾ ਚੋਣ ਅਫਸਰ ਨਵਜੋਤ ਪਾਲ ਸਿੰਘ ਰੰਧਾਵਾ ਦੇ ਦਿਸ਼ਾ ਨਿਰਦੇਸ਼ਾਂ ਅਤੇ ਵਧੀਕ ਡਿਪਟੀ ਕਮਿਸ਼ਨਰ-ਕਮ-ਨੋਡਲ ਅਫਸਰ ਸਵੀਪ ਰਾਜੀਵ ਵਰਮਾ ਦੀ ਯੋਗ ਅਗਵਾਈ ਹੇਠ ਜ਼ਿਲ੍ਹੇ ਦੇ ਸਹਾਇਕ ਸਵੀਪ ਨੋਡਲ ਅਫਸਰ ਸਤਨਾਮ ਸਿੰਘ, ਜ਼ਿਲ੍ਹਾ ਬਾਲ ਸੁਰੱਖਿਆ ਅਫਸਰ ਕੰਚਨ ਅਰੋੜਾ, ਬੀ.ਐਲ.ਐਮ. ਗਗਨਦੀਪ, ਲੀਡ ਮਹਿਲਾ, ਜ਼ਿਲ੍ਹਾ ਸਮਾਜਿਕ ਸੁਰੱਖਿਆ ਅਫਸਰ, ਜ਼ਿਲ੍ਹਾ ਪ੍ਰੋਗਰਾਮ ਅਫਸਰ ਵਲੋਂ ਫਾਦਰ ਹੋਮ ਕਿਰਪਾਲ ਸਾਗਰ ਅਕੈਡਮੀ, ਰਹੀਮਪੁਰ ਦਾ ਦੌਰਾ ਕੀਤਾ ਗਿਆ। ਫਾਦਰ ਹੋਮ ਵਿਖੇ ਮੌਜੂਦ ਵੋਟਰਾਂ ਨਾਲ ਆਗਾਮੀ ਲੋਕ ਸਭਾ ਚੋਣਾਂ 2024 ਸੰਬੰਧੀ ਵਿਚਾਰ ਵਟਾਂਦਰਾ ਕੀਤਾ ਅਤੇ ਉਹਨਾਂ ਨੂੰ ਵੋਟਰ ਜਾਗਰੂਕਤਾ ਦੇ ਨਾਅਰੇ "ਇਸ ਬਾਰ ਸੱਤਰ ਪਾਰ" ਦੇ ਮਿਸ਼ਨ ਸੰਬੰਧੀ ਜਾਗਰੂਕ ਕੀਤਾ। ਜ਼ਿਲ੍ਹੇ ਦੇ ਸਹਾਇਕ ਸਵੀਪ xyxy=(764,312,1013,625)
photo-caption: ਇਸ ਮੌਕੇ ਤੇ ਉਨ੍ਹਾਂ ਨੇ ਵਿਦਿਆਰਥੀਆਂ ਨੂੰ ਹੋਰ ਮਿਹਨਤ ਕਰਨ ਲਈ ਪ੍ਰੇਰਿਤ ਕਰਦਿਆਂ ਮੁਬਾਰਕਬਾਦ ਦਿੱਤੀ। xyxy=(535,2173,742,2223)
article-body xyxy=(764,1363,990,1483)
article-body-col3: ਪਿੰਡਾਂ ਨੂੰ ਲਾਭ ਹੋਵੇਗਾ ਅਤੇ ਸਰਕਾਰੀ ਹਸਪਤਾਲ ਵਿਖੇ ਆਉਣ ਵਾਲੇ ਮਰੀਜ਼ਾਂ ਤੇ ਐਂਬੂਲੈਂਸਾਂ ਨੂੰ ਵੀ ਜ਼ਹਿਰ ਦੀ ਟਰੈਫਿਕ ਦੀ ਸਮੱਸਿਆ ਤੋਂ ਛੁਟਕਾਰਾ ਮਿਲੇਗਾ। ਉਨ੍ਹਾਂ ਕਿਹਾ ਕਿ ਵਿਕਾਸ ਦੇ ਸ਼ੁਰੂ ਕੀਤੇ ਗਏ ਕੰਮਾਂ ਨੂੰ ਰਿਕਾਰਡ ਸਮੇਂ ਵਿਚ ਮੁਕੰਮਲ ਕੀਤਾ ਜਾ ਰਿਹਾ ਹੈ। ਇਸ ਮੌਕੇ ਹਰਜਿੰਦਰ ਸਿੰਘ ਮਿੱਠੂ ਜੌੜਾਮਾਜਰਾ, ਬਲਕਾਰ ਸਿੰਘ ਗੱਜੂਮਾਜਰਾ, ਗੁਲਜ਼ਾਰ ਸਿੰਘ ਵਿਰਕ, ਗੁਰਦੇਵ ਸਿੰਘ ਟਿਵਾਣਾ ਤੇ ਹੋਰ ਪਤਵੰਤੇ ਮੌਜੂਦ ਸਨ। xyxy=(1246,1672,1483,1826)
headline: ਪਿਛਲੇ 10 ਸਾਲਾਂ ਤੋਂ ਪਰਾਲੀ ਨੂੰ ਅੱਗ ਨਾ ਲਗਾ ਕੇ ਹੋਰ ਕਿਸਾਨਾਂ ਲਈ ਪ੍ਰੇਰਨਾ ਸਰੋਤ ਬਣਿਆ ਕਿਸਾਨ ਜਸਵਿੰਦਰ ਸਿੰਘ xyxy=(764,2038,1232,2143)
section-title: ਖ਼ਬਰਨਾਮਾ xyxy=(660,50,846,108)
